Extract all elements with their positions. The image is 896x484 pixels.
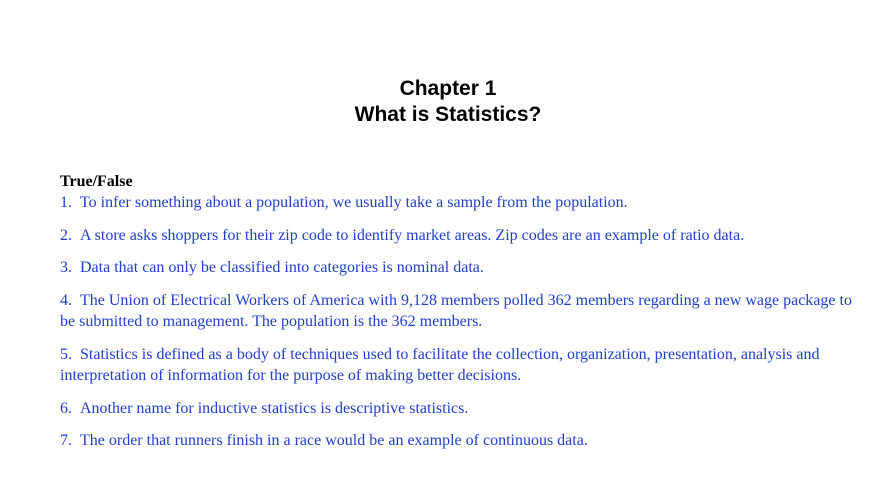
question-item [60,290,860,333]
question-text: A store asks shoppers for their zip code to identify market areas. Zip codes are an example of ratio data. [80,226,745,244]
section-label: True/False [60,173,133,190]
question-text: The Union of Electrical Workers of America with 9,128 members polled 362 members regarding a new wage package to be submitted to management. The population is the 362 members. [60,291,852,330]
question-text: To infer something about a population, we usually take a sample from the population. [80,194,628,211]
question-text: The order that runners finish in a race would be an example of continuous data. [80,432,588,449]
chapter-title: What is Statistics? [354,103,542,126]
question-item [60,192,860,214]
question-text: Another name for inductive statistics is descriptive statistics. [80,399,469,417]
question-number: 6. [60,399,72,417]
chapter-number: Chapter 1 [399,77,497,100]
question-text: Statistics is defined as a body of techniques used to facilitate the collection, organization, presentation, analysis and interpretation of information for the purpose of making better decisions. [60,345,820,384]
question-number: 1. [60,194,72,211]
question-item [60,257,860,279]
question-number: 7. [60,432,72,449]
question-item [60,398,860,420]
question-item [60,344,860,387]
question-number: 5. [60,345,72,363]
question-number: 4. [60,291,72,309]
question-item [60,430,860,452]
question-number: 3. [60,259,72,276]
question-number: 2. [60,226,72,244]
true-false-section [60,172,860,463]
question-text: Data that can only be classified into categories is nominal data. [80,259,484,276]
chapter-heading [0,76,896,128]
question-item [60,225,860,247]
